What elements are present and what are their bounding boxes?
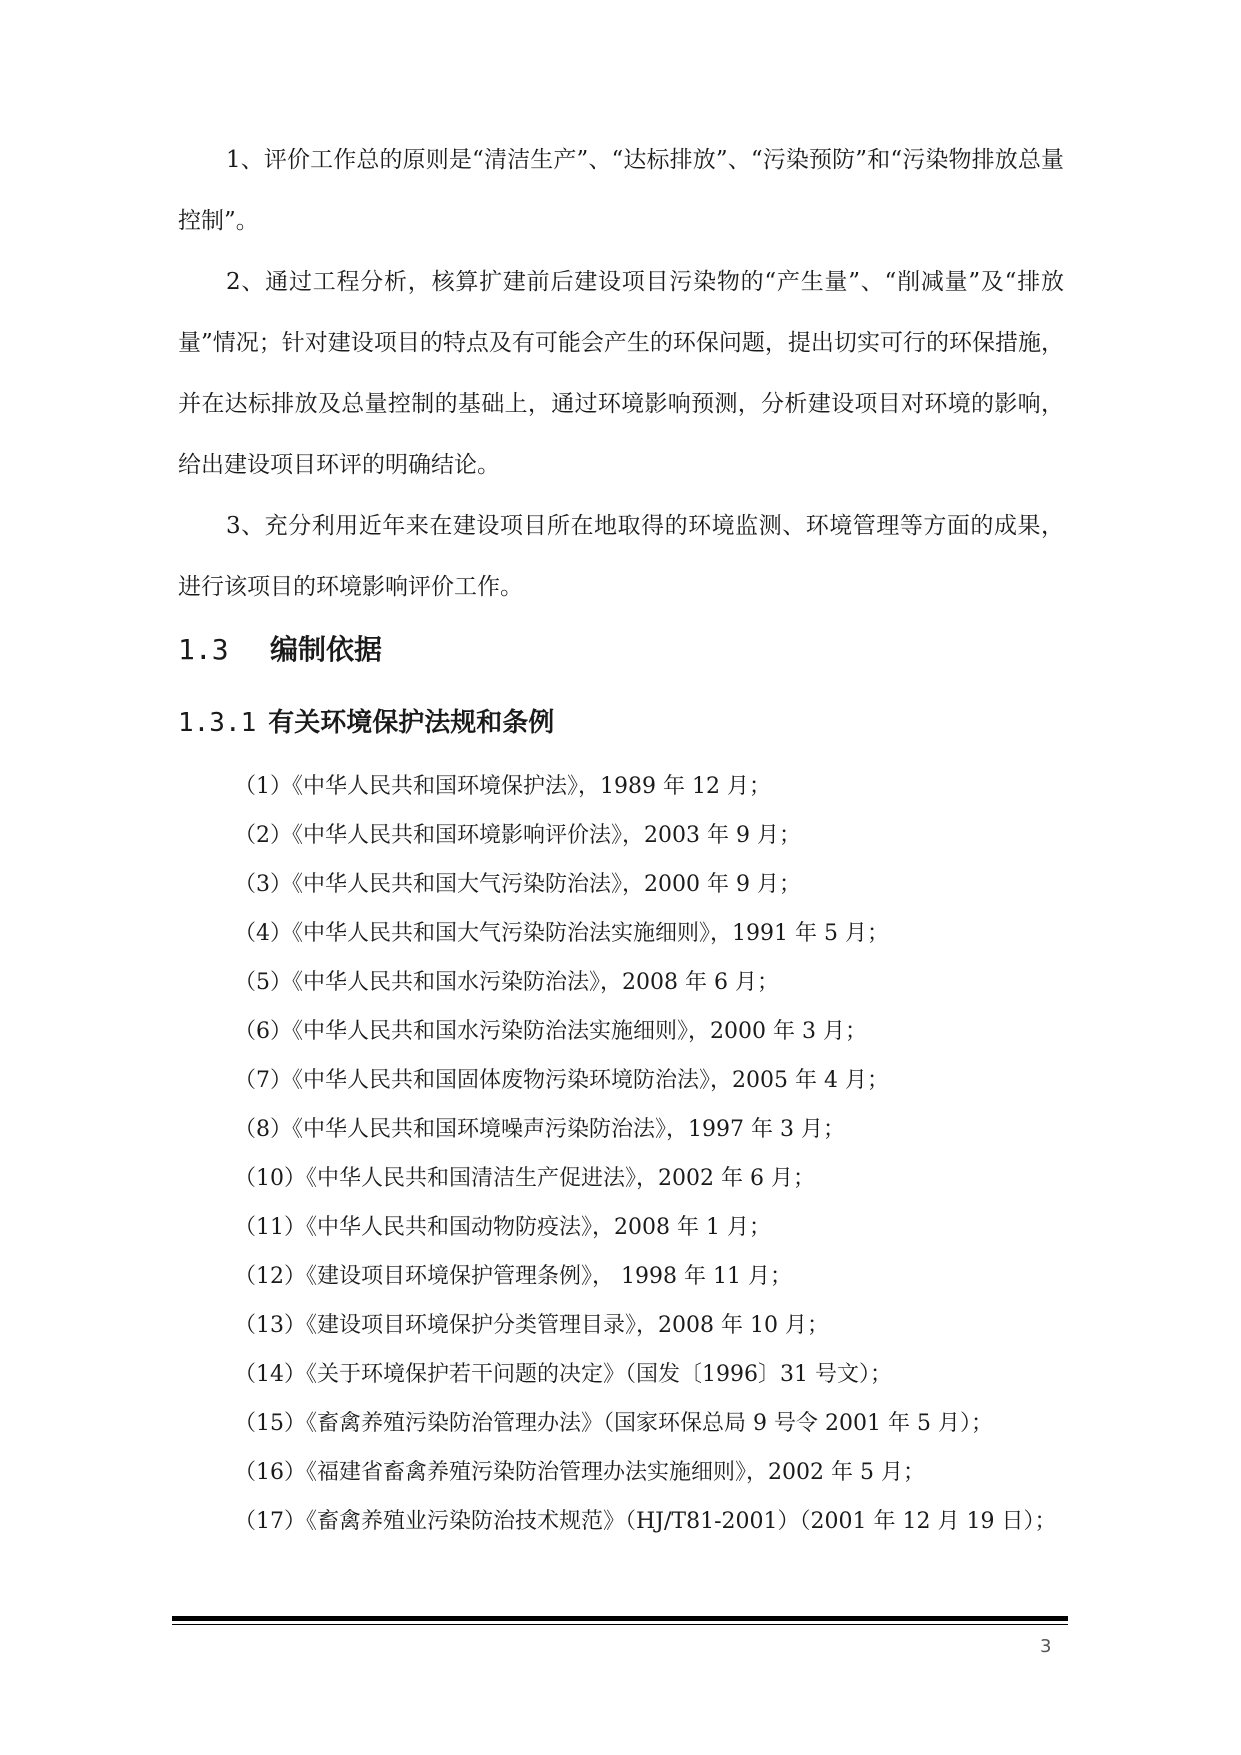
- list-item: （3）《中华人民共和国大气污染防治法》，2000 年 9 月；: [234, 872, 801, 897]
- section-number: 1.3: [178, 633, 229, 666]
- section-heading: [178, 628, 382, 668]
- subsection-heading: [178, 702, 554, 739]
- list-item: （2）《中华人民共和国环境影响评价法》，2003 年 9 月；: [234, 823, 801, 848]
- list-item: （6）《中华人民共和国水污染防治法实施细则》，2000 年 3 月；: [234, 1019, 867, 1044]
- paragraph-monitoring-results: 3、充分利用近年来在建设项目所在地取得的环境监测、环境管理等方面的成果，进行该项目的环境影响评价工作。: [178, 513, 1064, 600]
- list-item: （15）《畜禽养殖污染防治管理办法》（国家环保总局 9 号令 2001 年 5 月）；: [234, 1411, 993, 1436]
- list-item: （13）《建设项目环境保护分类管理目录》，2008 年 10 月；: [234, 1313, 829, 1338]
- reference-list: [178, 762, 1064, 1546]
- list-item: （8）《中华人民共和国环境噪声污染防治法》，1997 年 3 月；: [234, 1117, 845, 1142]
- list-item: （10）《中华人民共和国清洁生产促进法》，2002 年 6 月；: [234, 1166, 815, 1191]
- list-item: （16）《福建省畜禽养殖污染防治管理办法实施细则》，2002 年 5 月；: [234, 1460, 925, 1485]
- paragraph-principles: 1、评价工作总的原则是“清洁生产”、“达标排放”、“污染预防”和“污染物排放总量控制”。: [178, 147, 1064, 234]
- page-number: 3: [1040, 1636, 1052, 1657]
- subsection-title: 有关环境保护法规和条例: [268, 708, 555, 738]
- paragraph-engineering-analysis: 2、通过工程分析，核算扩建前后建设项目污染物的“产生量”、“削减量”及“排放量”情况；针对建设项目的特点及有可能会产生的环保问题，提出切实可行的环保措施，并在达标排放及总量控制的基础上，通过环境影响预测，分析建设项目对环境的影响，给出建设项目环评的明确结论。: [178, 269, 1064, 478]
- section-title: 编制依据: [270, 633, 383, 666]
- list-item: （14）《关于环境保护若干问题的决定》（国发〔1996〕31 号文）；: [234, 1362, 892, 1387]
- list-item: （7）《中华人民共和国固体废物污染环境防治法》，2005 年 4 月；: [234, 1068, 889, 1093]
- list-item: （12）《建设项目环境保护管理条例》， 1998 年 11 月；: [234, 1264, 792, 1289]
- list-item: （1）《中华人民共和国环境保护法》，1989 年 12 月；: [234, 774, 771, 799]
- subsection-number: 1.3.1: [178, 708, 257, 738]
- list-item: （4）《中华人民共和国大气污染防治法实施细则》，1991 年 5 月；: [234, 921, 889, 946]
- footer-divider-thin: [172, 1624, 1068, 1625]
- list-item: （17）《畜禽养殖业污染防治技术规范》（HJ/T81-2001）（2001 年 12 月 19 日）；: [234, 1509, 1057, 1534]
- list-item: （5）《中华人民共和国水污染防治法》，2008 年 6 月；: [234, 970, 779, 995]
- list-item: （11）《中华人民共和国动物防疫法》，2008 年 1 月；: [234, 1215, 771, 1240]
- footer-divider: [172, 1616, 1068, 1621]
